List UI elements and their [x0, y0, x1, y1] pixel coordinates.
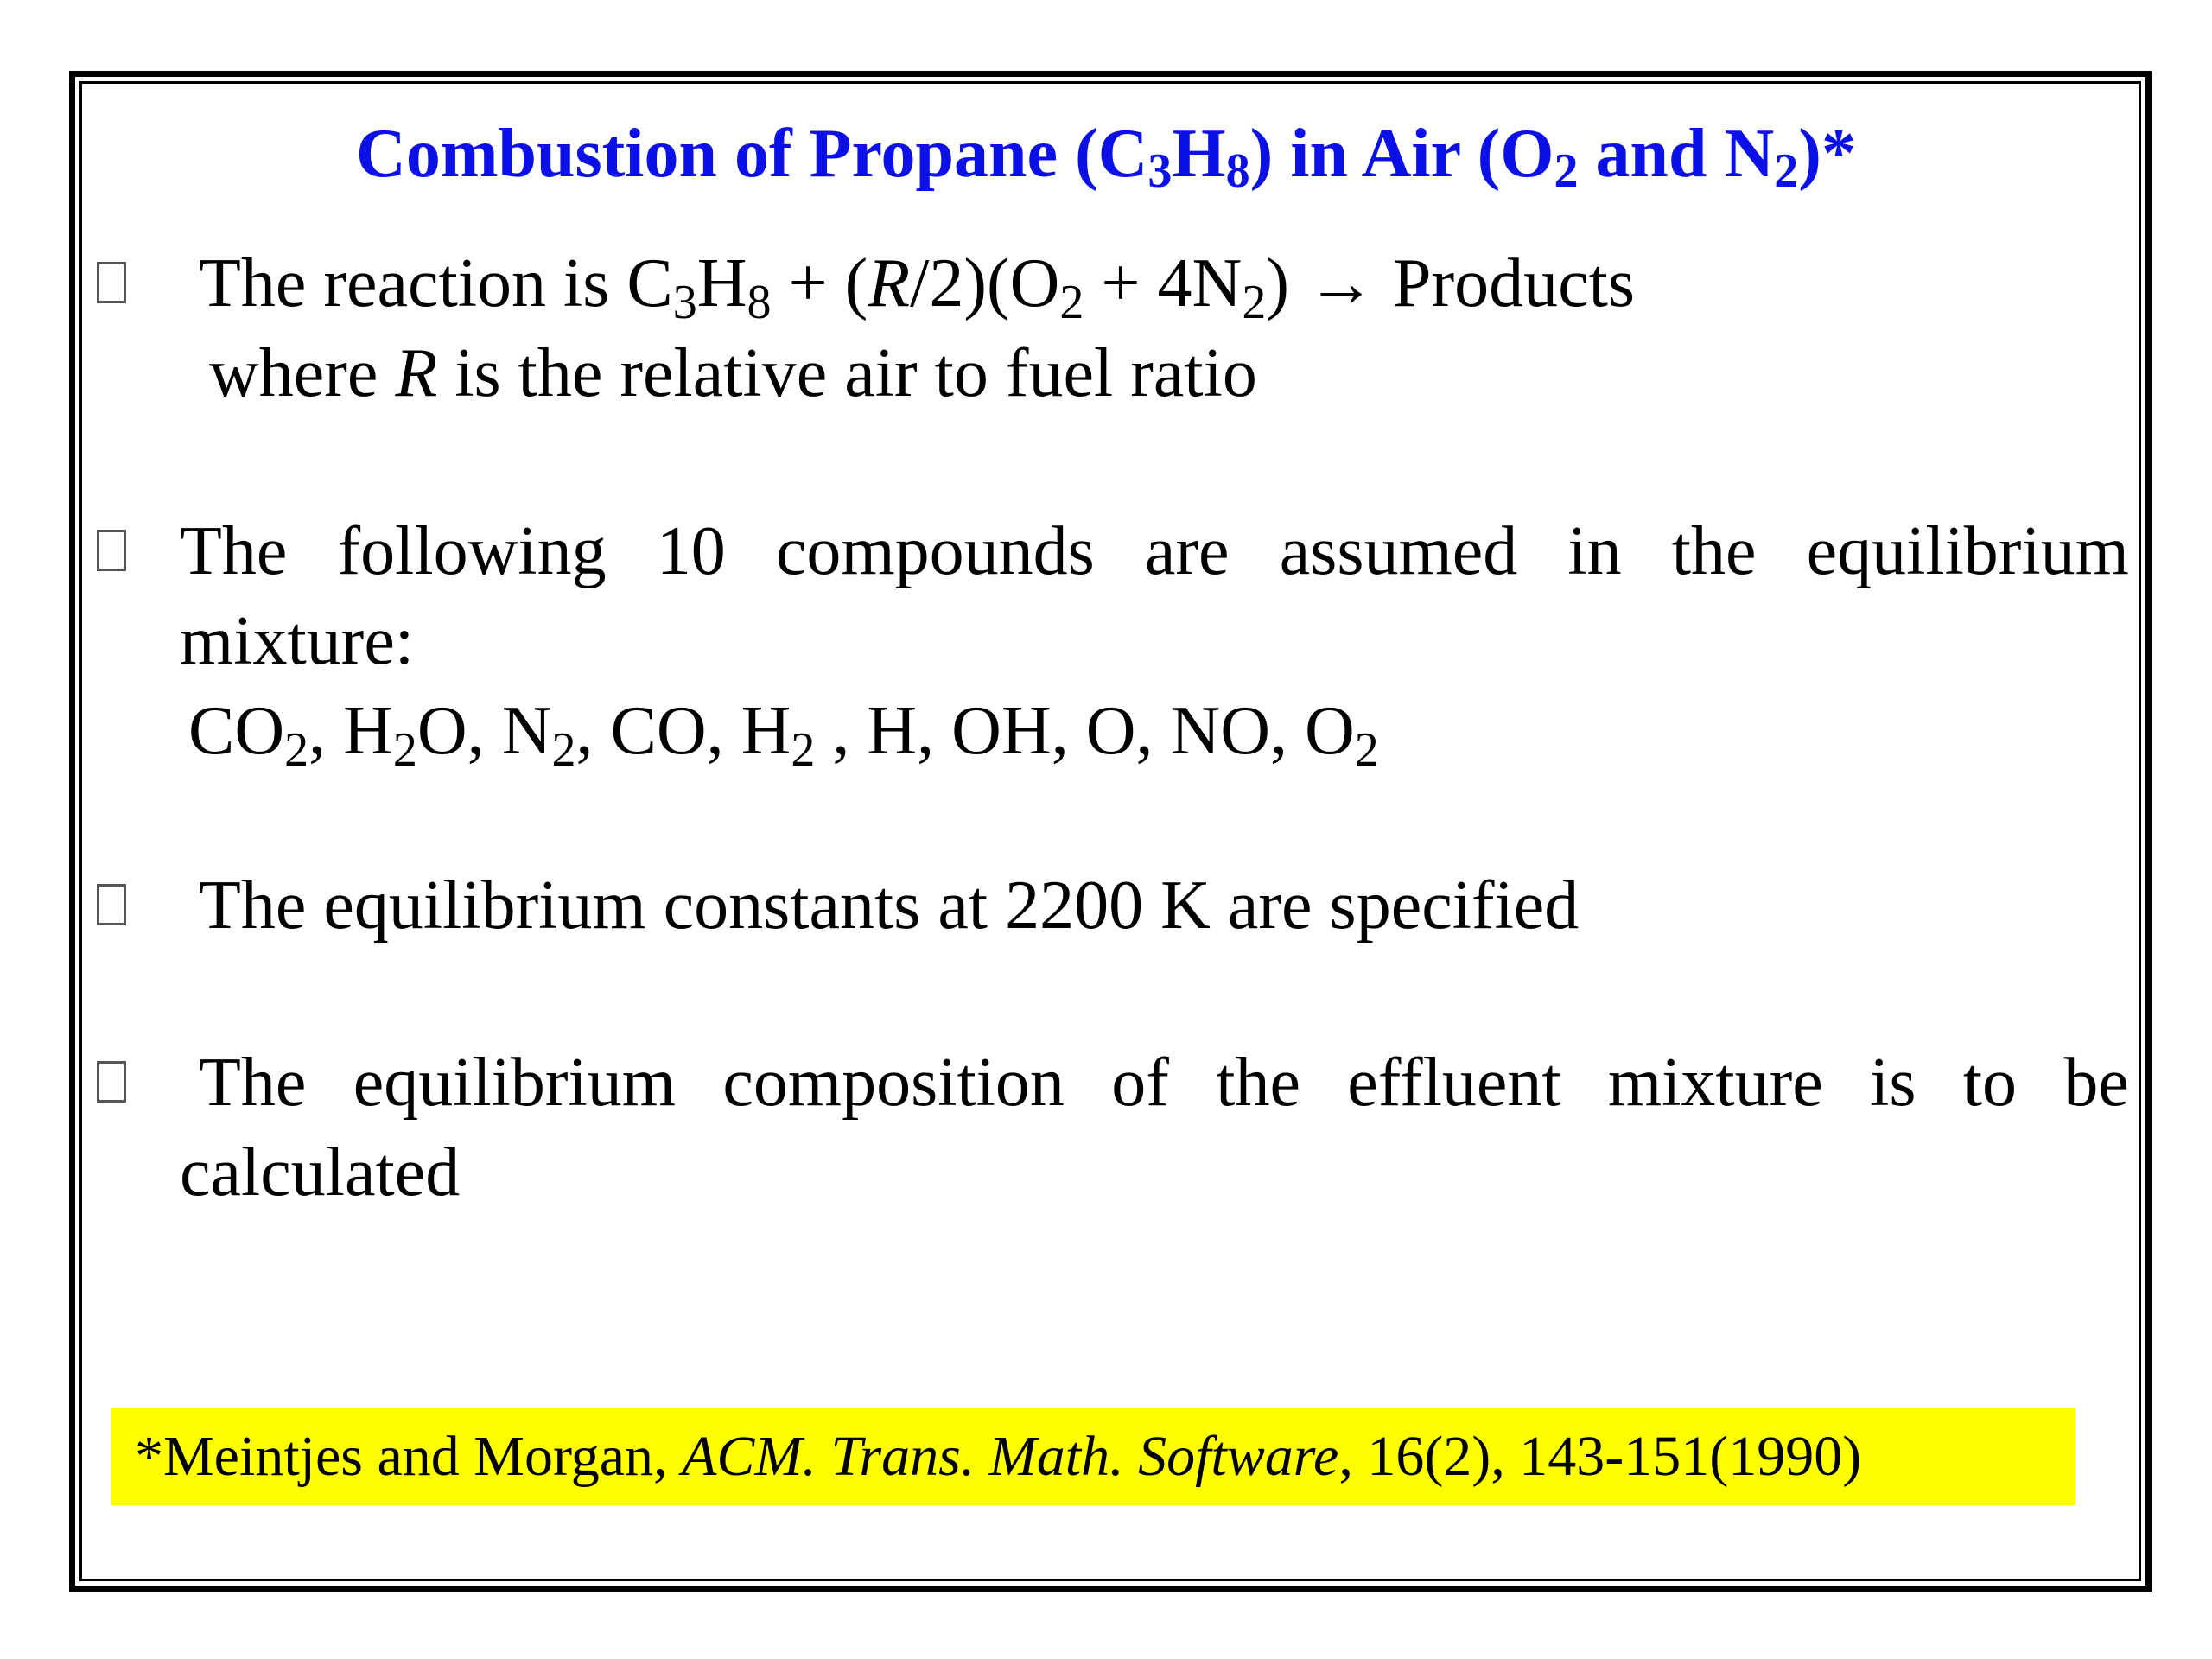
- bullet-box-icon: [97, 1061, 126, 1103]
- word: the: [1671, 513, 1757, 589]
- word: of: [1111, 1045, 1169, 1121]
- compounds-sentence-continued: mixture:: [180, 603, 415, 679]
- word: effluent: [1347, 1045, 1561, 1121]
- equilibrium-constants-text: The equilibrium constants at 2200 K are specified: [199, 868, 1580, 944]
- word: be: [2063, 1045, 2129, 1121]
- bullet-box-icon: [97, 884, 126, 925]
- word: assumed: [1279, 513, 1518, 589]
- slide-title: Combustion of Propane $(C_3H_8)$ in Air ($O_2$ and $N_2)*$: [356, 116, 1856, 198]
- word: the: [1216, 1045, 1300, 1121]
- word: compounds: [775, 513, 1095, 589]
- reference-footnote: *Meintjes and Morgan, ACM. Trans. Math. Software, 16(2), 143-151(1990): [111, 1408, 2075, 1505]
- word: following: [337, 513, 607, 589]
- reaction-note: where R is the relative air to fuel ratio: [209, 335, 1257, 411]
- bullet-box-icon: [97, 530, 126, 571]
- word: The: [199, 1045, 307, 1121]
- word: equilibrium: [353, 1045, 676, 1121]
- bullet-box-icon: [97, 262, 126, 303]
- word: is: [1870, 1045, 1916, 1121]
- reaction-equation: The reaction is $C_3H_8 + (R/2)(O_2 + 4N_2)$ → Products: [199, 245, 1635, 329]
- compounds-list: $CO_2$, $H_2O$, $N_2$, CO, $H_2$ , H, OH, O, NO, $O_2$: [188, 693, 1379, 777]
- word: to: [1962, 1045, 2018, 1121]
- word: are: [1144, 513, 1230, 589]
- word: equilibrium: [1806, 513, 2129, 589]
- word: The: [180, 513, 288, 589]
- composition-sentence: [199, 1039, 2129, 1126]
- word: mixture: [1607, 1045, 1823, 1121]
- word: composition: [722, 1045, 1065, 1121]
- composition-sentence-continued: calculated: [180, 1135, 461, 1211]
- word: in: [1567, 513, 1622, 589]
- word: 10: [656, 513, 726, 589]
- compounds-sentence: [180, 508, 2129, 594]
